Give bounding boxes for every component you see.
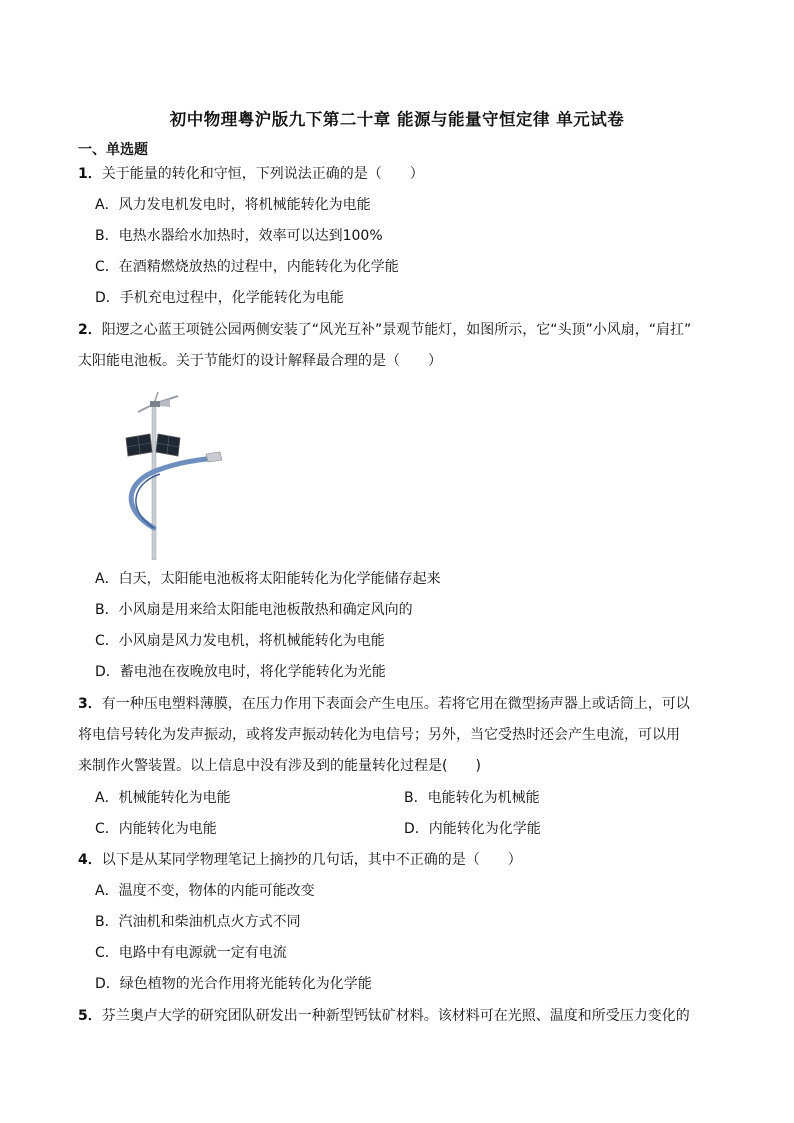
option-2a: A．白天，太阳能电池板将太阳能转化为化学能储存起来 — [95, 571, 441, 587]
lamp-pole — [152, 402, 156, 560]
option-3d: D．内能转化为化学能 — [404, 821, 541, 837]
question-number: 2． — [78, 322, 102, 338]
option-2d: D．蓄电池在夜晚放电时，将化学能转化为光能 — [95, 664, 386, 680]
option-3b: B．电能转化为机械能 — [404, 790, 540, 806]
option-4b: B．汽油机和柴油机点火方式不同 — [95, 914, 301, 930]
question-number: 5． — [78, 1008, 102, 1024]
option-1a: A．风力发电机发电时，将机械能转化为电能 — [95, 197, 371, 213]
question-3-line-1 — [78, 694, 690, 714]
question-number: 3． — [78, 696, 102, 712]
question-number: 1． — [78, 166, 102, 182]
question-4 — [78, 850, 522, 870]
question-3-line-3: 来制作火警装置。以上信息中没有涉及到的能量转化过程是( ) — [78, 758, 481, 774]
option-1d: D．手机充电过程中，化学能转化为电能 — [95, 290, 344, 306]
option-3a: A．机械能转化为电能 — [95, 790, 231, 806]
question-stem: 芬兰奥卢大学的研究团队研发出一种新型钙钛矿材料。该材料可在光照、温度和所受压力变化的 — [101, 1008, 690, 1024]
option-2b: B．小风扇是用来给太阳能电池板散热和确定风向的 — [95, 602, 413, 618]
question-5 — [78, 1006, 690, 1026]
option-2c: C．小风扇是风力发电机，将机械能转化为电能 — [95, 633, 385, 649]
question-2-line-2: 太阳能电池板。关于节能灯的设计解释最合理的是（ ） — [78, 353, 442, 369]
wind-turbine-icon — [138, 392, 178, 412]
question-stem: 阳逻之心蓝王项链公园两侧安装了“风光互补”景观节能灯，如图所示，它“头顶”小风扇，“肩扛” — [101, 322, 692, 338]
page-title: 初中物理粤沪版九下第二十章 能源与能量守恒定律 单元试卷 — [169, 110, 625, 129]
option-1b: B．电热水器给水加热时，效率可以达到100% — [95, 228, 383, 244]
option-4d: D．绿色植物的光合作用将光能转化为化学能 — [95, 976, 372, 992]
question-1 — [78, 164, 424, 184]
option-1c: C．在酒精燃烧放热的过程中，内能转化为化学能 — [95, 259, 399, 275]
question-stem: 关于能量的转化和守恒，下列说法正确的是（ ） — [101, 166, 424, 182]
option-4c: C．电路中有电源就一定有电流 — [95, 945, 287, 961]
lamp-arm-icon — [131, 452, 222, 528]
question-2-line-1 — [78, 320, 691, 340]
question-number: 4． — [78, 852, 102, 868]
option-3c: C．内能转化为电能 — [95, 821, 217, 837]
question-3-line-2: 将电信号转化为发声振动，或将发声振动转化为电信号；另外，当它受热时还会产生电流，可以用 — [78, 727, 680, 743]
option-4a: A．温度不变，物体的内能可能改变 — [95, 883, 315, 899]
street-lamp-figure — [118, 390, 228, 560]
section-heading: 一、单选题 — [78, 142, 148, 158]
question-stem: 以下是从某同学物理笔记上摘抄的几句话，其中不正确的是（ ） — [101, 852, 522, 868]
question-stem: 有一种压电塑料薄膜，在压力作用下表面会产生电压。若将它用在微型扬声器上或话筒上，可以 — [101, 696, 690, 712]
